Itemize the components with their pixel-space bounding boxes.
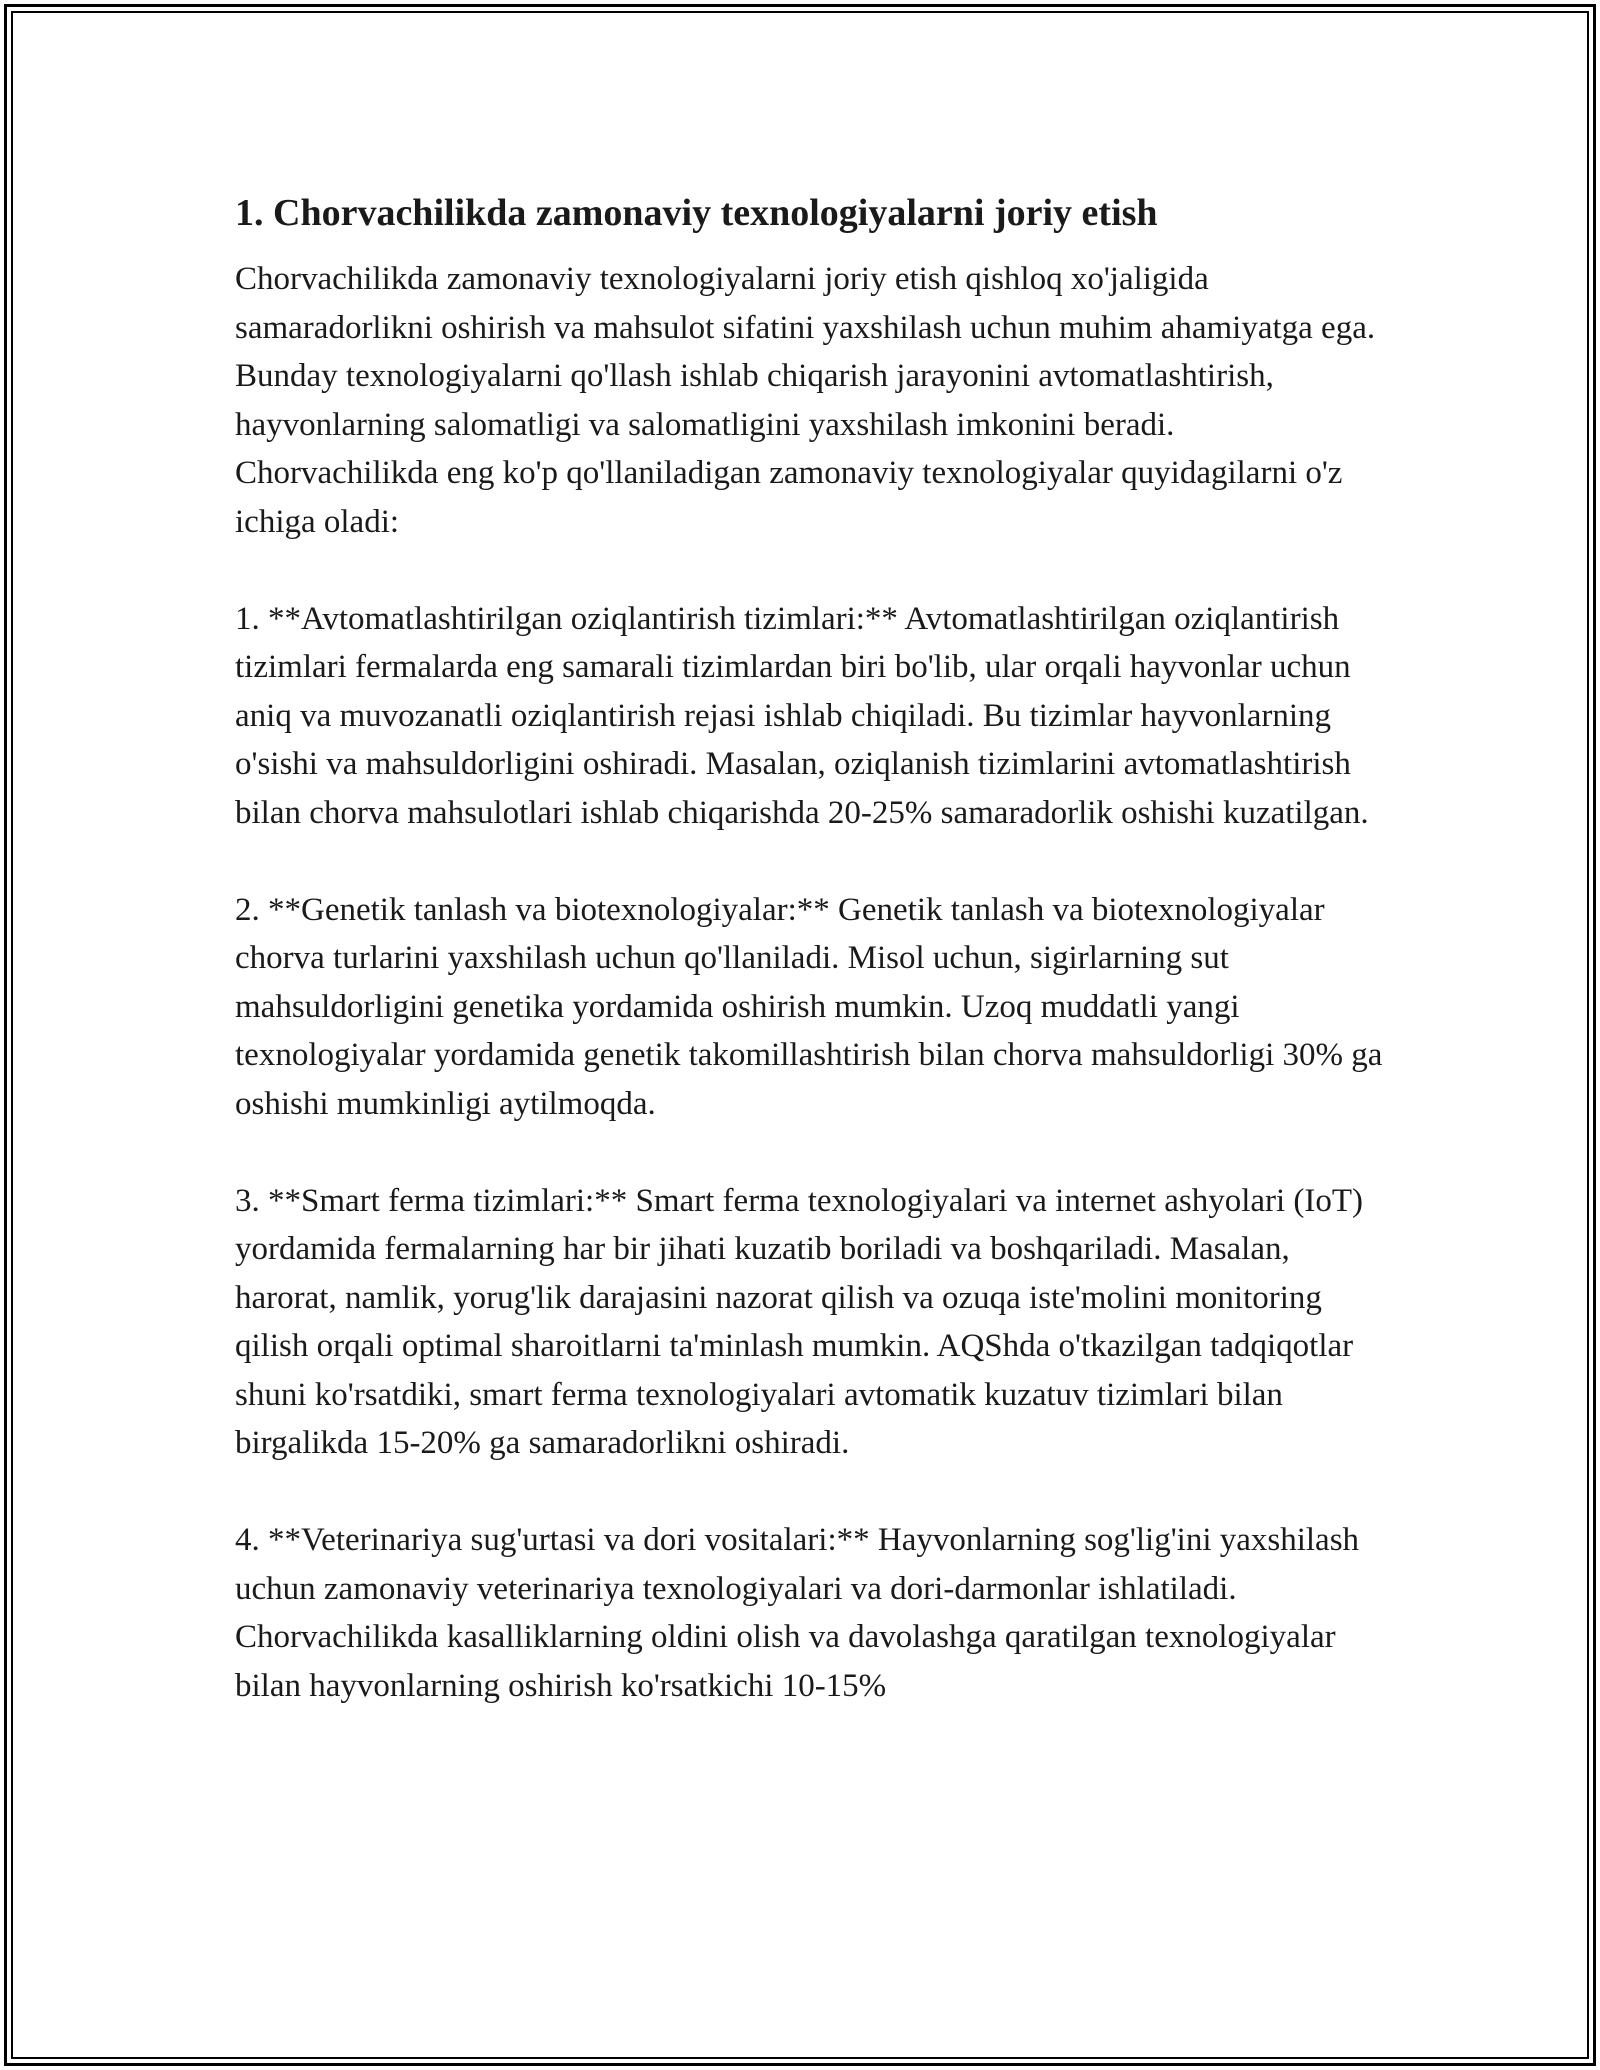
section-heading: 1. Chorvachilikda zamonaviy texnologiyalarni joriy etish (235, 192, 1158, 234)
list-item-feeding-systems: 1. **Avtomatlashtirilgan oziqlantirish tizimlari:** Avtomatlashtirilgan oziqlantirish tizimlari fermalarda eng samarali tizimlardan biri bo'lib, ular orqali hayvonlar uchun aniq va muvozanatli oziqlantirish rejasi ishlab chiqiladi. Bu tizimlar hayvonlarning o'sishi va mahsuldorligini oshiradi. Masalan, oziqlanish tizimlarini avtomatlashtirish bilan chorva mahsulotlari ishlab chiqarishda 20-25% samaradorlik oshishi kuzatilgan. (235, 600, 1369, 831)
list-item-smart-farm: 3. **Smart ferma tizimlari:** Smart ferma texnologiyalari va internet ashyolari (IoT) yordamida fermalarning har bir jihati kuzatib boriladi va boshqariladi. Masalan, harorat, namlik, yorug'lik darajasini nazorat qilish va ozuqa iste'molini monitoring qilish orqali optimal sharoitlarni ta'minlash mumkin. AQShda o'tkazilgan tadqiqotlar shuni ko'rsatdiki, smart ferma texnologiyalari avtomatik kuzatuv tizimlari bilan birgalikda 15-20% ga samaradorlikni oshiradi. (235, 1182, 1364, 1461)
intro-paragraph: Chorvachilikda zamonaviy texnologiyalarni joriy etish qishloq xo'jaligida samaradorlikni oshirish va mahsulot sifatini yaxshilash uchun muhim ahamiyatga ega. Bunday texnologiyalarni qo'llash ishlab chiqarish jarayonini avtomatlashtirish, hayvonlarning salomatligi va salomatligini yaxshilash imkonini beradi. Chorvachilikda eng ko'p qo'llaniladigan zamonaviy texnologiyalar quyidagilarni o'z ichiga oladi: (235, 261, 1376, 540)
document-body (235, 185, 1385, 1710)
list-item-genetic-selection: 2. **Genetik tanlash va biotexnologiyalar:** Genetik tanlash va biotexnologiyalar chorva turlarini yaxshilash uchun qo'llaniladi. Misol uchun, sigirlarning sut mahsuldorligini genetika yordamida oshirish mumkin. Uzoq muddatli yangi texnologiyalar yordamida genetik takomillashtirish bilan chorva mahsuldorligi 30% ga oshishi mumkinligi aytilmoqda. (235, 891, 1383, 1122)
list-item-veterinary: 4. **Veterinariya sug'urtasi va dori vositalari:** Hayvonlarning sog'lig'ini yaxshilash uchun zamonaviy veterinariya texnologiyalari va dori-darmonlar ishlatiladi. Chorvachilikda kasalliklarning oldini olish va davolashga qaratilgan texnologiyalar bilan hayvonlarning oshirish ko'rsatkichi 10-15% (235, 1522, 1360, 1704)
